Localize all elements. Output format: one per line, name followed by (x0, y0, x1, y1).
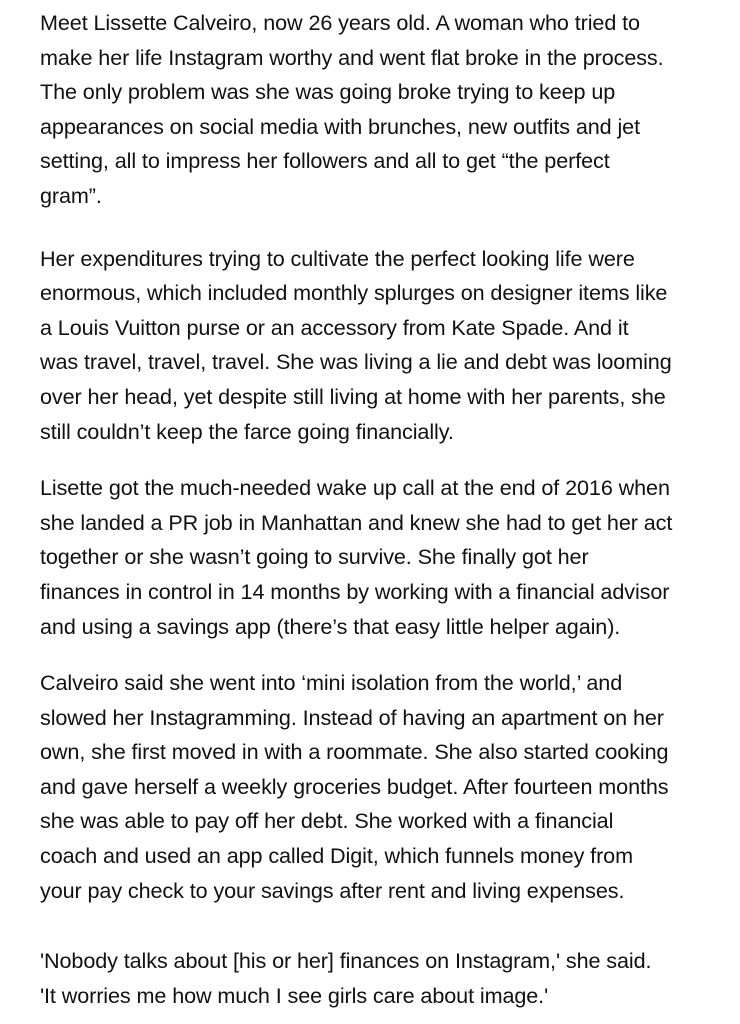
paragraph-line: was travel, travel, travel. She was living a lie and debt was looming (40, 349, 672, 375)
paragraph-line: a Louis Vuitton purse or an accessory from Kate Spade. And it (40, 314, 629, 340)
paragraph-line: enormous, which included monthly splurges on designer items like (40, 280, 668, 306)
paragraph-line: finances in control in 14 months by working with a financial advisor (40, 578, 670, 604)
paragraph-line: make her life Instagram worthy and went flat broke in the process. (40, 44, 664, 70)
paragraph-line: your pay check to your savings after rent and living expenses. (40, 877, 625, 903)
paragraph-line: together or she wasn’t going to survive. She finally got her (40, 544, 589, 570)
paragraph-line: The only problem was she was going broke trying to keep up (40, 79, 616, 105)
paragraph-line: coach and used an app called Digit, which funnels money from (40, 843, 633, 869)
paragraph-line: and gave herself a weekly groceries budget. After fourteen months (40, 773, 669, 799)
paragraph-line: appearances on social media with brunches, new outfits and jet (40, 113, 640, 139)
paragraph-line: still couldn’t keep the farce going financially. (40, 418, 454, 444)
paragraph-line: gram”. (40, 182, 102, 208)
paragraph-line: Meet Lissette Calveiro, now 26 years old. A woman who tried to (40, 10, 640, 35)
paragraph-line: and using a savings app (there’s that easy little helper again). (40, 613, 621, 639)
paragraph-line: Her expenditures trying to cultivate the perfect looking life were (40, 245, 635, 271)
paragraph-4 (40, 666, 730, 908)
paragraph-line: she was able to pay off her debt. She worked with a financial (40, 808, 614, 834)
paragraph-3 (40, 471, 730, 644)
paragraph-1 (40, 6, 730, 214)
paragraph-5-quote (40, 944, 730, 1013)
paragraph-line: Lisette got the much-needed wake up call at the end of 2016 when (40, 475, 670, 501)
paragraph-2 (40, 242, 730, 450)
paragraph-line: slowed her Instagramming. Instead of having an apartment on her (40, 704, 664, 730)
paragraph-line: over her head, yet despite still living at home with her parents, she (40, 383, 666, 409)
paragraph-line: own, she first moved in with a roommate. She also started cooking (40, 739, 669, 765)
paragraph-line: Calveiro said she went into ‘mini isolation from the world,’ and (40, 670, 623, 696)
paragraph-line: 'It worries me how much I see girls care about image.' (40, 982, 549, 1008)
paragraph-line: setting, all to impress her followers and all to get “the perfect (40, 148, 610, 174)
paragraph-line: 'Nobody talks about [his or her] finances on Instagram,' she said. (40, 948, 652, 974)
article-body (40, 6, 730, 1013)
paragraph-line: she landed a PR job in Manhattan and knew she had to get her act (40, 509, 673, 535)
